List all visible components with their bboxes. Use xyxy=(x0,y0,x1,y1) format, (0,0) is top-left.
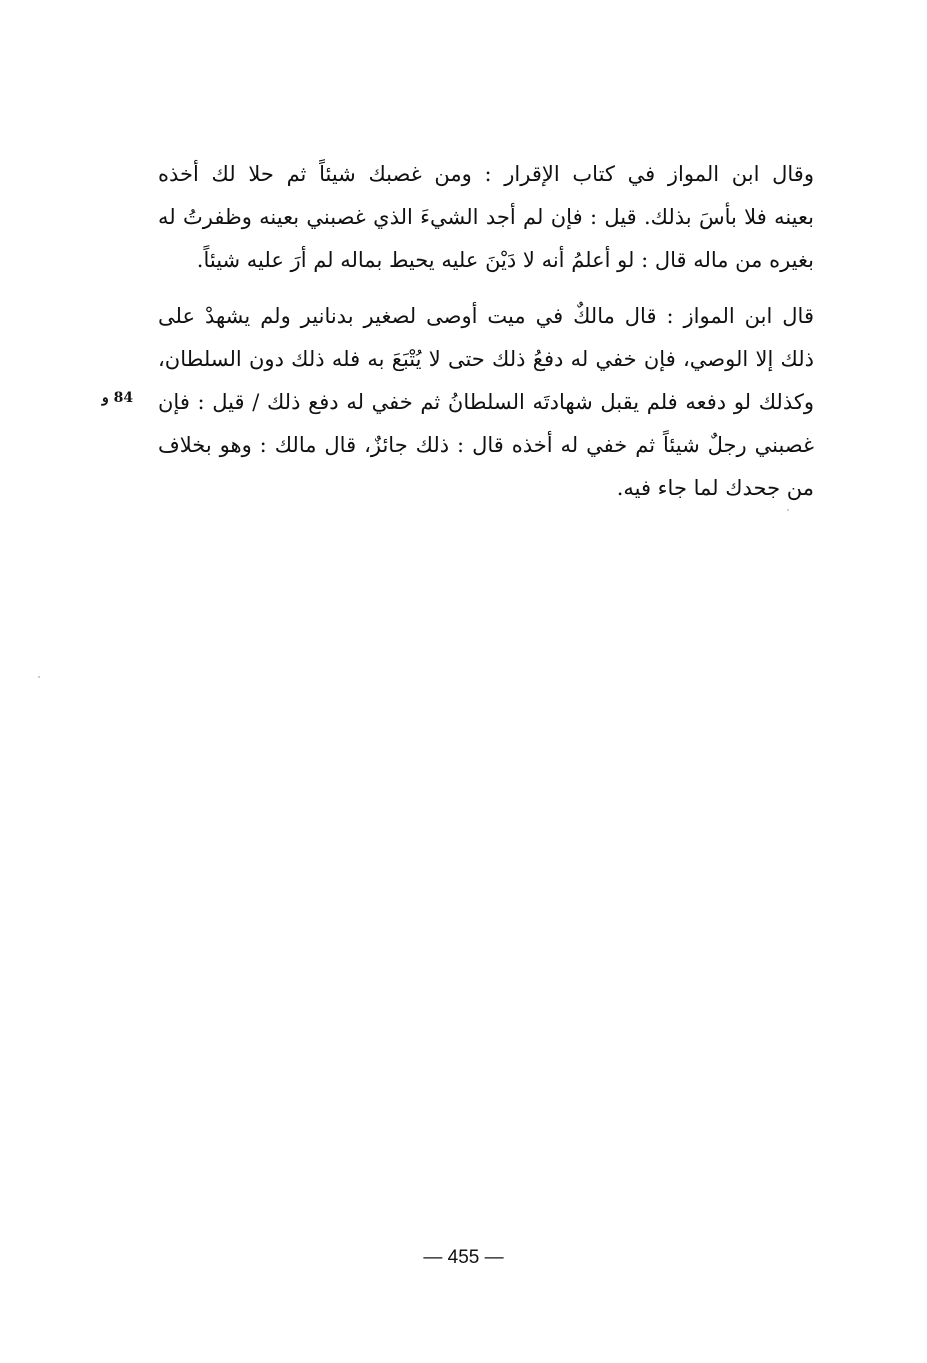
scan-speck xyxy=(787,509,789,511)
text-line: بعينه فلا بأسَ بذلك. قيل : فإن لم أجد الشيءَ الذي غصبني بعينه وظفرتُ له xyxy=(158,205,814,229)
folio-marker: 84 و xyxy=(102,390,134,406)
text-line: قال ابن المواز : قال مالكٌ في ميت أوصى لصغير بدنانير ولم يشهدْ على xyxy=(158,304,814,328)
scan-speck xyxy=(38,676,40,678)
text-line: غصبني رجلٌ شيئاً ثم خفي له أخذه قال : ذلك جائزٌ، قال مالك : وهو بخلاف xyxy=(158,433,814,457)
text-line: وقال ابن المواز في كتاب الإقرار : ومن غصبك شيئاً ثم حلا لك أخذه xyxy=(158,162,814,186)
text-line: ذلك إلا الوصي، فإن خفي له دفعُ ذلك حتى لا يُتْبَعَ به فله ذلك دون السلطان، xyxy=(158,347,814,371)
paragraph-1 xyxy=(158,153,814,282)
page-number: — 455 — xyxy=(423,1247,504,1268)
text-line: من جحدك لما جاء فيه. xyxy=(616,476,814,500)
text-line: بغيره من ماله قال : لو أعلمُ أنه لا دَيْنَ عليه يحيط بماله لم أرَ عليه شيئاً. xyxy=(196,248,814,272)
text-line: وكذلك لو دفعه فلم يقبل شهادتَه السلطانُ ثم خفي له دفع ذلك / قيل : فإن xyxy=(158,390,814,414)
paragraph-2 xyxy=(158,295,814,510)
